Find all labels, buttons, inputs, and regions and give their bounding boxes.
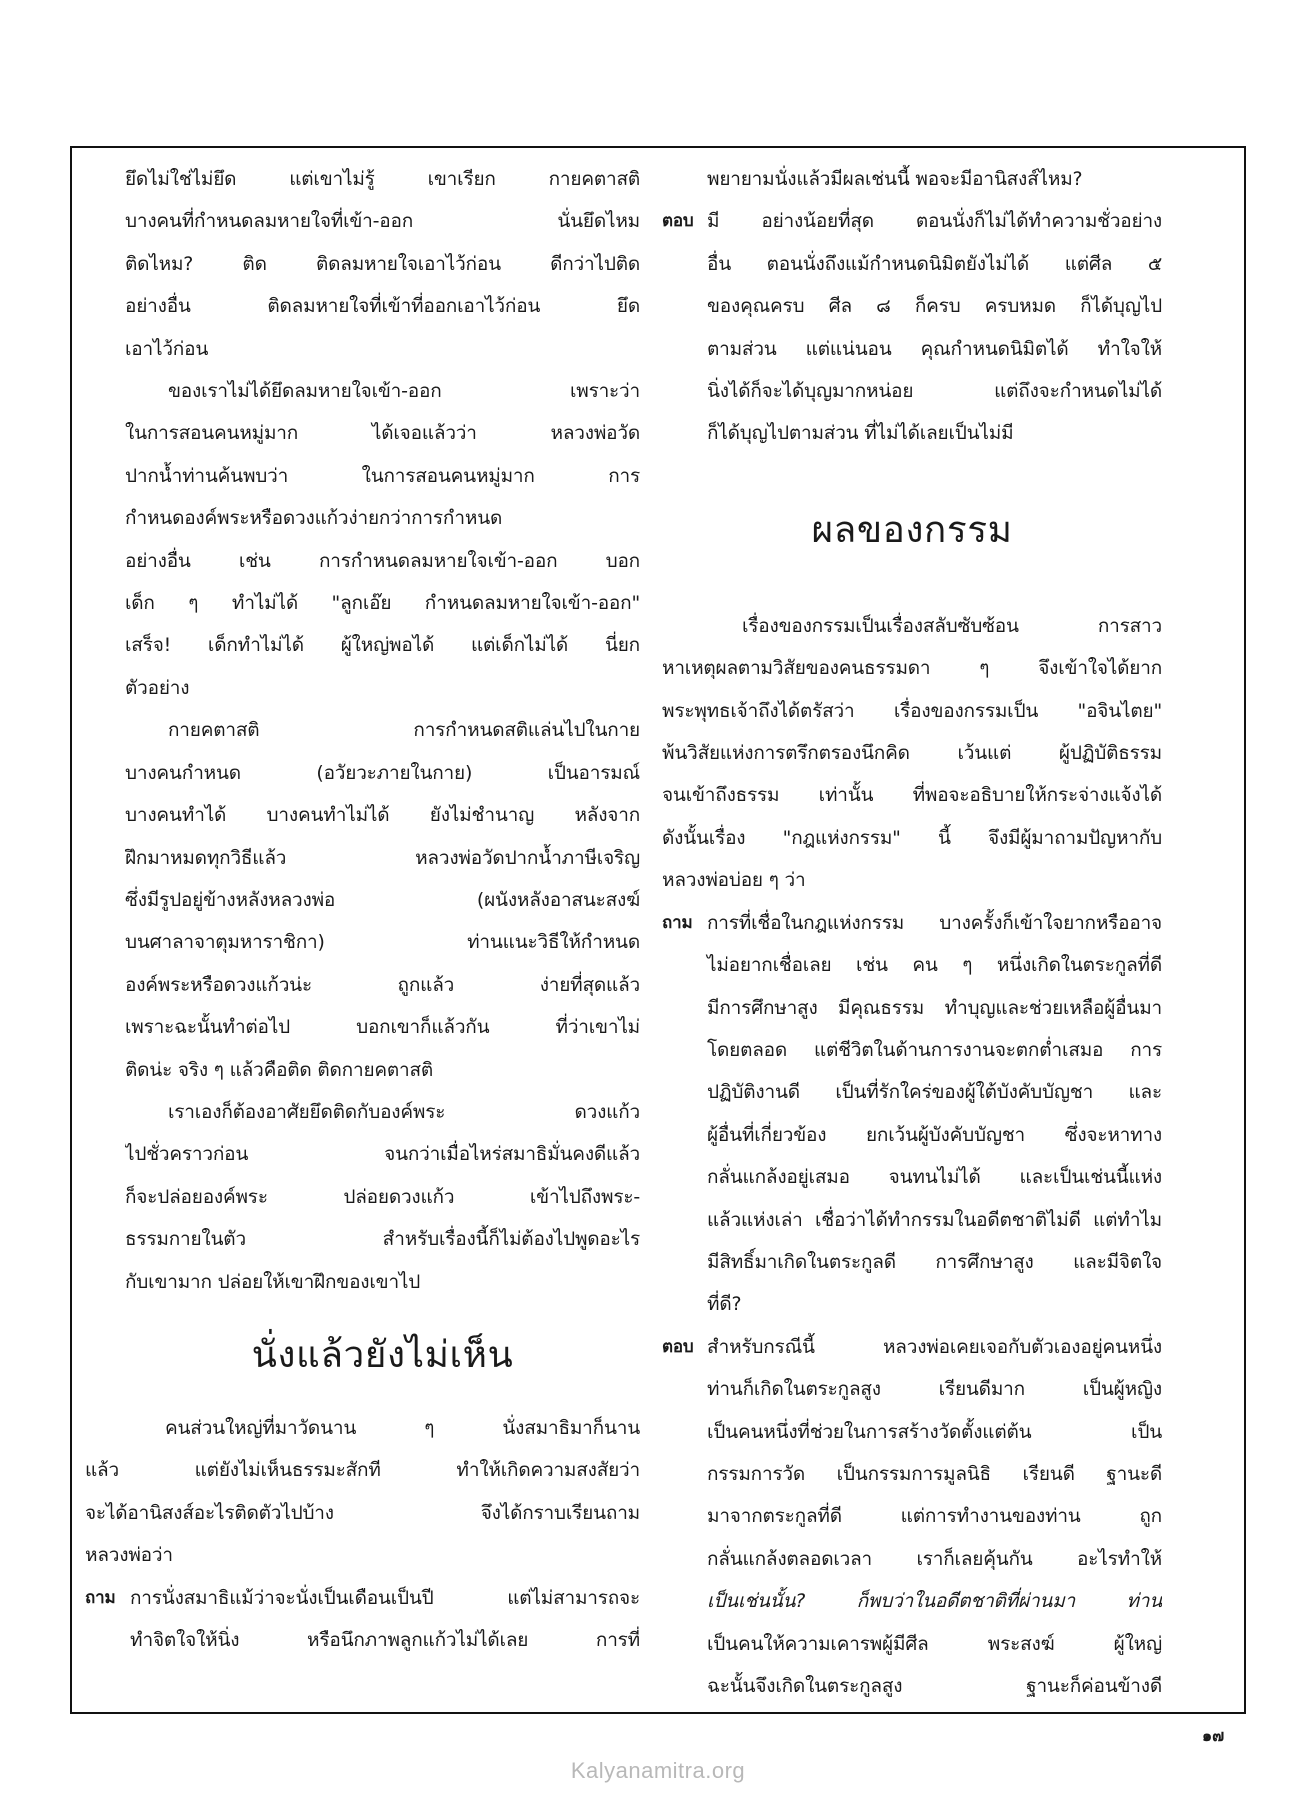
- text-line: ปฏิบัติงานดี เป็นที่รักใคร่ของผู้ใต้บังคับบัญชา และ: [707, 1081, 1162, 1104]
- text-line: ในการสอนคนหมู่มาก ได้เจอแล้วว่า หลวงพ่อวัด: [125, 422, 640, 445]
- text-line: กลั่นแกล้งตลอดเวลา เราก็เลยคุ้นกัน อะไรทำให้: [707, 1547, 1162, 1570]
- text-line: เราเองก็ต้องอาศัยยึดติดกับองค์พระ ดวงแก้ว: [168, 1100, 640, 1123]
- right-column: [662, 158, 1162, 1707]
- text-line: จนเข้าถึงธรรม เท่านั้น ที่พอจะอธิบายให้กระจ่างแจ้งได้: [662, 784, 1162, 807]
- text-line: พระพุทธเจ้าถึงได้ตรัสว่า เรื่องของกรรมเป็น "อจินไตย": [662, 699, 1162, 722]
- text-line: บางคนทำได้ บางคนทำไม่ได้ ยังไม่ชำนาญ หลังจาก: [125, 804, 640, 827]
- text-line: บางคนที่กำหนดลมหายใจที่เข้า-ออก นั่นยึดไหม: [125, 210, 640, 233]
- text-line: พ้นวิสัยแห่งการตรึกตรองนึกคิด เว้นแต่ ผู้ปฏิบัติธรรม: [662, 742, 1162, 765]
- text-line: ยึดไม่ใช่ไม่ยึด แต่เขาไม่รู้ เขาเรียก กายคตาสติ: [125, 168, 640, 190]
- text-line: สำหรับกรณีนี้ หลวงพ่อเคยเจอกับตัวเองอยู่คนหนึ่ง: [707, 1335, 1162, 1358]
- text-line: คนส่วนใหญ่ที่มาวัดนาน ๆ นั่งสมาธิมาก็นาน: [165, 1416, 640, 1439]
- question-block: [85, 1577, 640, 1619]
- text-line: อย่างอื่น ติดลมหายใจที่เข้าที่ออกเอาไว้ก่อน ยึด: [125, 295, 640, 318]
- answer-block: [662, 1326, 1162, 1368]
- site-watermark: Kalyanamitra.org: [570, 1758, 746, 1783]
- question-block: [662, 902, 1162, 944]
- text-line: เป็นคนหนึ่งที่ช่วยในการสร้างวัดตั้งแต่ต้น เป็น: [707, 1420, 1162, 1443]
- text-line: เรื่องของกรรมเป็นเรื่องสลับซับซ้อน การสาว: [742, 614, 1162, 637]
- page-number: ๑๗: [1202, 1726, 1225, 1745]
- text-line: เด็ก ๆ ทำไม่ได้ "ลูกเอ๊ย กำหนดลมหายใจเข้า-ออก": [125, 592, 640, 615]
- text-line: องค์พระหรือดวงแก้วน่ะ ถูกแล้ว ง่ายที่สุดแล้ว: [125, 973, 640, 996]
- text-line: ไปชั่วคราวก่อน จนกว่าเมื่อไหร่สมาธิมั่นคงดีแล้ว: [125, 1143, 640, 1166]
- text-line: ท่านก็เกิดในตระกูลสูง เรียนดีมาก เป็นผู้หญิง: [707, 1378, 1162, 1401]
- text-line: พยายามนั่งแล้วมีผลเช่นนี้ พอจะมีอานิสงส์ไหม?: [707, 168, 1083, 190]
- text-line: ติดไหม? ติด ติดลมหายใจเอาไว้ก่อน ดีกว่าไปติด: [125, 252, 640, 275]
- text-line: หาเหตุผลตามวิสัยของคนธรรมดา ๆ จึงเข้าใจได้ยาก: [662, 657, 1162, 680]
- answer-block: [662, 200, 1162, 242]
- text-line: หลวงพ่อบ่อย ๆ ว่า: [662, 869, 806, 892]
- text-line: ก็จะปล่อยองค์พระ ปล่อยดวงแก้ว เข้าไปถึงพระ-: [125, 1185, 640, 1208]
- text-line: ติดน่ะ จริง ๆ แล้วคือติด ติดกายคตาสติ: [125, 1058, 434, 1081]
- text-line: ดังนั้นเรื่อง "กฎแห่งกรรม" นี้ จึงมีผู้มาถามปัญหากับ: [662, 826, 1162, 849]
- text-line: แล้ว แต่ยังไม่เห็นธรรมะสักที ทำให้เกิดความสงสัยว่า: [85, 1459, 640, 1482]
- text-line: อื่น ตอนนั่งถึงแม้กำหนดนิมิตยังไม่ได้ แต่ศีล ๕: [707, 252, 1162, 275]
- text-line: บางคนกำหนด (อวัยวะภายในกาย) เป็นอารมณ์: [125, 761, 640, 784]
- text-line: ของเราไม่ได้ยึดลมหายใจเข้า-ออก เพราะว่า: [168, 380, 640, 403]
- text-line: มาจากตระกูลที่ดี แต่การทำงานของท่าน ถูก: [707, 1505, 1162, 1528]
- text-line: ฝึกมาหมดทุกวิธีแล้ว หลวงพ่อวัดปากน้ำภาษีเจริญ: [125, 846, 640, 869]
- text-line: เอาไว้ก่อน: [125, 337, 209, 360]
- text-line: เพราะฉะนั้นทำต่อไป บอกเขาก็แล้วกัน ที่ว่าเขาไม่: [125, 1016, 640, 1039]
- text-line: ฉะนั้นจึงเกิดในตระกูลสูง ฐานะก็ค่อนข้างดี: [707, 1675, 1162, 1697]
- answer-label: ตอบ: [662, 1336, 694, 1357]
- text-line: มี อย่างน้อยที่สุด ตอนนั่งก็ไม่ได้ทำความชั่วอย่าง: [707, 210, 1162, 233]
- text-line: เสร็จ! เด็กทำไม่ได้ ผู้ใหญ่พอได้ แต่เด็กไม่ได้ นี่ยก: [125, 634, 640, 657]
- text-line: กับเขามาก ปล่อยให้เขาฝึกของเขาไป: [125, 1270, 421, 1293]
- text-line: ก็ได้บุญไปตามส่วน ที่ไม่ได้เลยเป็นไม่มี: [707, 422, 1014, 445]
- text-line: ไม่อยากเชื่อเลย เช่น คน ๆ หนึ่งเกิดในตระกูลที่ดี: [707, 954, 1162, 977]
- text-line: ผู้อื่นที่เกี่ยวข้อง ยกเว้นผู้บังคับบัญชา ซึ่งจะหาทาง: [707, 1123, 1162, 1146]
- text-line: มีสิทธิ์มาเกิดในตระกูลดี การศึกษาสูง และมีจิตใจ: [707, 1250, 1162, 1273]
- text-line: อย่างอื่น เช่น การกำหนดลมหายใจเข้า-ออก บอก: [125, 549, 640, 572]
- text-line: หลวงพ่อว่า: [85, 1544, 173, 1567]
- text-line: นิ่งได้ก็จะได้บุญมากหน่อย แต่ถึงจะกำหนดไม่ได้: [707, 380, 1162, 403]
- text-line: ที่ดี?: [707, 1293, 742, 1316]
- text-line: การนั่งสมาธิแม้ว่าจะนั่งเป็นเดือนเป็นปี แต่ไม่สามารถจะ: [130, 1586, 640, 1609]
- text-line: ตัวอย่าง: [125, 676, 190, 699]
- answer-label: ตอบ: [662, 211, 694, 232]
- section-heading: ผลของกรรม: [811, 507, 1013, 551]
- text-line: กรรมการวัด เป็นกรรมการมูลนิธิ เรียนดี ฐานะดี: [707, 1462, 1162, 1485]
- section-heading: นั่งแล้วยังไม่เห็น: [251, 1332, 514, 1376]
- text-line: ซึ่งมีรูปอยู่ข้างหลังหลวงพ่อ (ผนังหลังอาสนะสงฆ์: [125, 888, 640, 911]
- text-line: ตามส่วน แต่แน่นอน คุณกำหนดนิมิตได้ ทำใจให้: [707, 337, 1162, 360]
- text-line: โดยตลอด แต่ชีวิตในด้านการงานจะตกต่ำเสมอ การ: [707, 1038, 1162, 1061]
- question-label: ถาม: [85, 1587, 116, 1608]
- text-line: จะได้อานิสงส์อะไรติดตัวไปบ้าง จึงได้กราบเรียนถาม: [85, 1501, 640, 1524]
- text-line: มีการศึกษาสูง มีคุณธรรม ทำบุญและช่วยเหลือผู้อื่นมา: [707, 996, 1162, 1019]
- left-column: [85, 158, 640, 1661]
- text-line: ของคุณครบ ศีล ๘ ก็ครบ ครบหมด ก็ได้บุญไป: [707, 295, 1162, 318]
- text-line: เป็นคนให้ความเคารพผู้มีศีล พระสงฆ์ ผู้ใหญ่: [707, 1632, 1162, 1655]
- text-line: กายคตาสติ การกำหนดสติแล่นไปในกาย: [168, 719, 640, 742]
- text-line: กำหนดองค์พระหรือดวงแก้วง่ายกว่าการกำหนด: [125, 507, 503, 530]
- text-line: กลั่นแกล้งอยู่เสมอ จนทนไม่ได้ และเป็นเช่นนี้แห่ง: [707, 1166, 1162, 1189]
- text-line: ทำจิตใจให้นิ่ง หรือนึกภาพลูกแก้วไม่ได้เลย การที่: [130, 1629, 640, 1651]
- question-label: ถาม: [662, 912, 693, 933]
- text-line: ธรรมกายในตัว สำหรับเรื่องนี้ก็ไม่ต้องไปพูดอะไร: [125, 1228, 640, 1251]
- text-line: แล้วแห่งเล่า เชื่อว่าได้ทำกรรมในอดีตชาติไม่ดี แต่ทำไม: [707, 1208, 1162, 1231]
- text-line: การที่เชื่อในกฎแห่งกรรม บางครั้งก็เข้าใจยากหรืออาจ: [707, 911, 1162, 934]
- text-line: ปากน้ำท่านค้นพบว่า ในการสอนคนหมู่มาก การ: [125, 464, 640, 487]
- text-line: เป็นเช่นนั้น? ก็พบว่าในอดีตชาติที่ผ่านมา ท่าน: [707, 1590, 1162, 1613]
- text-line: บนศาลาจาตุมหาราชิกา) ท่านแนะวิธีให้กำหนด: [125, 931, 640, 954]
